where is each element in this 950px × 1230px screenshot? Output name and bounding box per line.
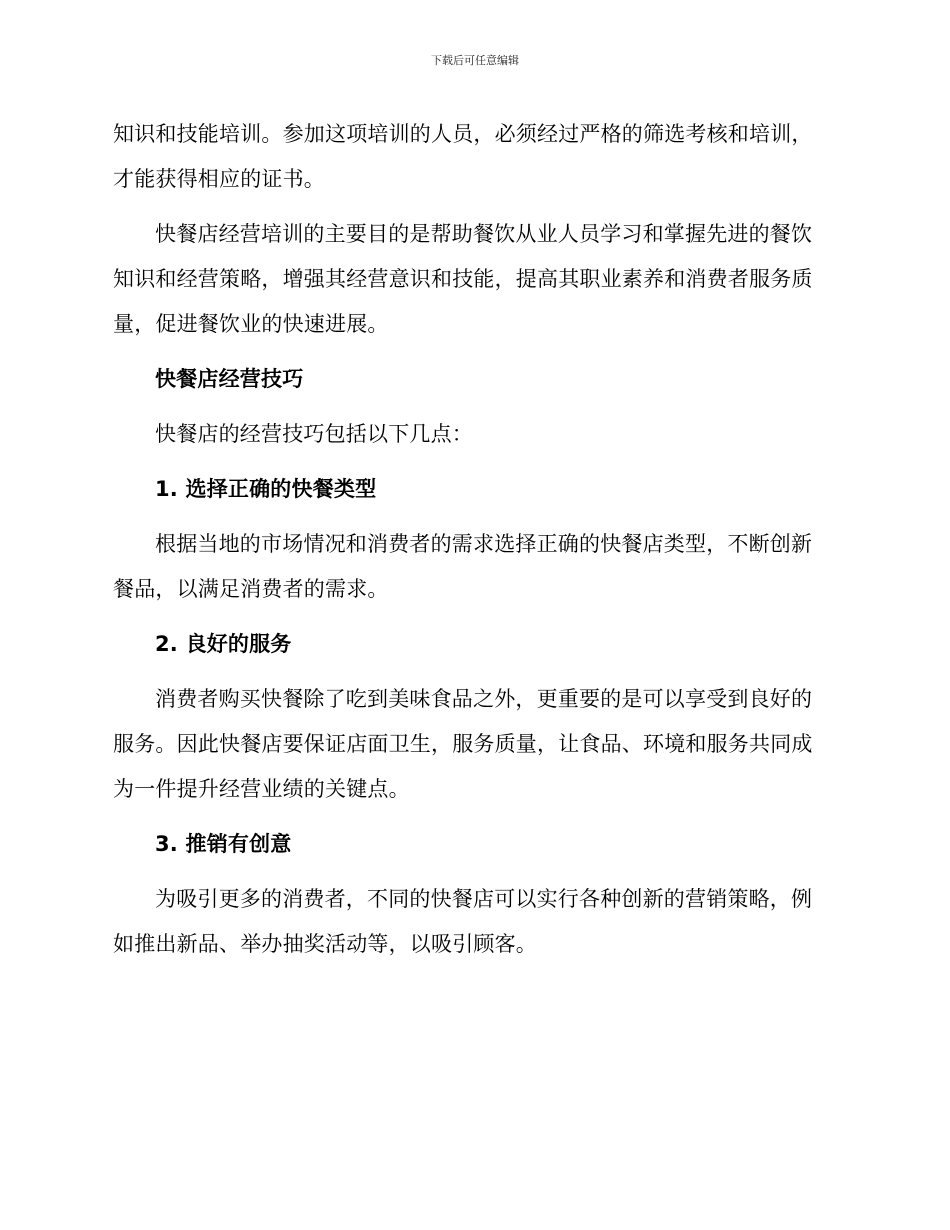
paragraph-training-purpose: 快餐店经营培训的主要目的是帮助餐饮从业人员学习和掌握先进的餐饮知识和经营策略，增强其经营意识和技能，提高其职业素养和消费者服务质量，促进餐饮业的快速进展。 bbox=[113, 222, 813, 336]
subheading-good-service: 2. 良好的服务 bbox=[155, 632, 292, 656]
paragraph-training-continued: 知识和技能培训。参加这项培训的人员，必须经过严格的筛选考核和培训，才能获得相应的证书。 bbox=[113, 122, 813, 191]
paragraph-good-service: 消费者购买快餐除了吃到美味食品之外，更重要的是可以享受到良好的服务。因此快餐店要保证店面卫生，服务质量，让食品、环境和服务共同成为一件提升经营业绩的关键点。 bbox=[113, 687, 813, 801]
paragraph-choose-type: 根据当地的市场情况和消费者的需求选择正确的快餐店类型，不断创新餐品，以满足消费者的需求。 bbox=[113, 532, 813, 601]
subheading-choose-type: 1. 选择正确的快餐类型 bbox=[155, 477, 377, 501]
paragraph-tips-intro: 快餐店的经营技巧包括以下几点： bbox=[155, 422, 473, 446]
section-heading-tips: 快餐店经营技巧 bbox=[155, 367, 304, 391]
subheading-creative-promotion: 3. 推销有创意 bbox=[155, 832, 292, 856]
page-header: 下载后可任意编辑 bbox=[431, 54, 519, 67]
paragraph-creative-promotion: 为吸引更多的消费者，不同的快餐店可以实行各种创新的营销策略，例如推出新品、举办抽奖活动等，以吸引顾客。 bbox=[113, 887, 813, 956]
document-body bbox=[113, 112, 833, 967]
